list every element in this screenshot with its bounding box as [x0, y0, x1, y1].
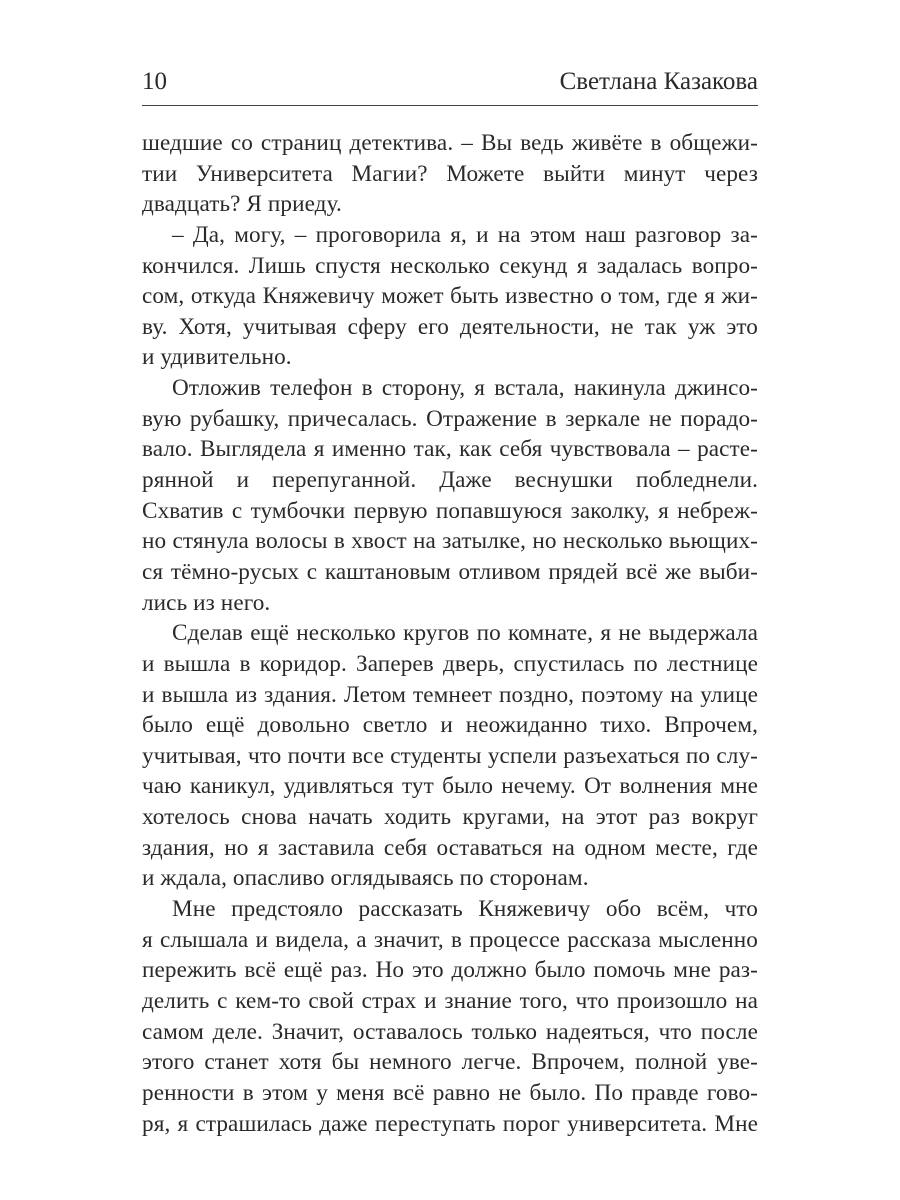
body-text [142, 128, 758, 1139]
text-line: хотелось снова начать ходить кругами, на этот раз вокруг [142, 804, 758, 831]
text-line: и вышла в коридор. Заперев дверь, спустилась по лестнице [142, 650, 758, 677]
text-line: и вышла из здания. Летом темнеет поздно, поэтому на улице [142, 681, 758, 708]
text-line: чаю каникул, удивляться тут было нечему. От волнения мне [142, 773, 758, 800]
text-line: ря, я страшилась даже переступать порог университета. Мне [142, 1110, 758, 1137]
text-line: учитывая, что почти все студенты успели разъехаться по слу- [142, 742, 758, 769]
paragraph [142, 894, 758, 1139]
text-line: ся тёмно-русых с каштановым отливом прядей всё же выби- [142, 558, 758, 585]
text-line: двадцать? Я приеду. [142, 191, 342, 218]
text-line: ренности в этом у меня всё равно не было. По правде гово- [142, 1079, 758, 1106]
text-line: тии Университета Магии? Можете выйти минут через [142, 160, 758, 187]
text-line: Схватив с тумбочки первую попавшуюся заколку, я небреж- [142, 497, 758, 524]
text-line: вало. Выглядела я именно так, как себя чувствовала – расте- [142, 436, 758, 463]
text-line: Отложив телефон в сторону, я встала, накинула джинсо- [172, 375, 758, 402]
text-line: было ещё довольно светло и неожиданно тихо. Впрочем, [142, 712, 758, 739]
header-rule [142, 105, 758, 106]
running-title-author: Светлана Казакова [559, 68, 758, 95]
text-line: и удивительно. [142, 344, 292, 371]
paragraph [142, 618, 758, 894]
text-line: рянной и перепуганной. Даже веснушки побледнели. [142, 467, 758, 494]
text-line: вую рубашку, причесалась. Отражение в зеркале не порадо- [142, 405, 758, 432]
paragraph [142, 128, 758, 220]
text-line: – Да, могу, – проговорила я, и на этом наш разговор за- [172, 221, 758, 248]
text-line: шедшие со страниц детектива. – Вы ведь живёте в общежи- [142, 130, 758, 156]
text-line: пережить всё ещё раз. Но это должно было помочь мне раз- [142, 957, 758, 984]
text-line: самом деле. Значит, оставалось только надеяться, что после [142, 1018, 758, 1045]
text-line: этого станет хотя бы немного легче. Впрочем, полной уве- [142, 1049, 758, 1076]
text-line: лись из него. [142, 589, 271, 616]
paragraph [142, 220, 758, 373]
text-line: ву. Хотя, учитывая сферу его деятельности, не так уж это [142, 313, 758, 340]
page-number: 10 [142, 68, 167, 95]
text-line: я слышала и видела, а значит, в процессе рассказа мысленно [142, 926, 758, 953]
text-line: Сделав ещё несколько кругов по комнате, я не выдержала [172, 620, 758, 647]
text-line: кончился. Лишь спустя несколько секунд я задалась вопро- [142, 252, 758, 279]
text-line: делить с кем-то свой страх и знание того, что произошло на [142, 987, 758, 1014]
paragraph [142, 373, 758, 618]
text-line: здания, но я заставила себя оставаться на одном месте, где [142, 834, 758, 861]
running-header [142, 66, 758, 106]
text-line: Мне предстояло рассказать Княжевичу обо всём, что [172, 896, 758, 923]
text-line: сом, откуда Княжевичу может быть известно о том, где я жи- [142, 283, 758, 310]
text-line: и ждала, опасливо оглядываясь по сторонам. [142, 865, 589, 892]
text-line: но стянула волосы в хвост на затылке, но несколько вьющих- [142, 528, 758, 555]
